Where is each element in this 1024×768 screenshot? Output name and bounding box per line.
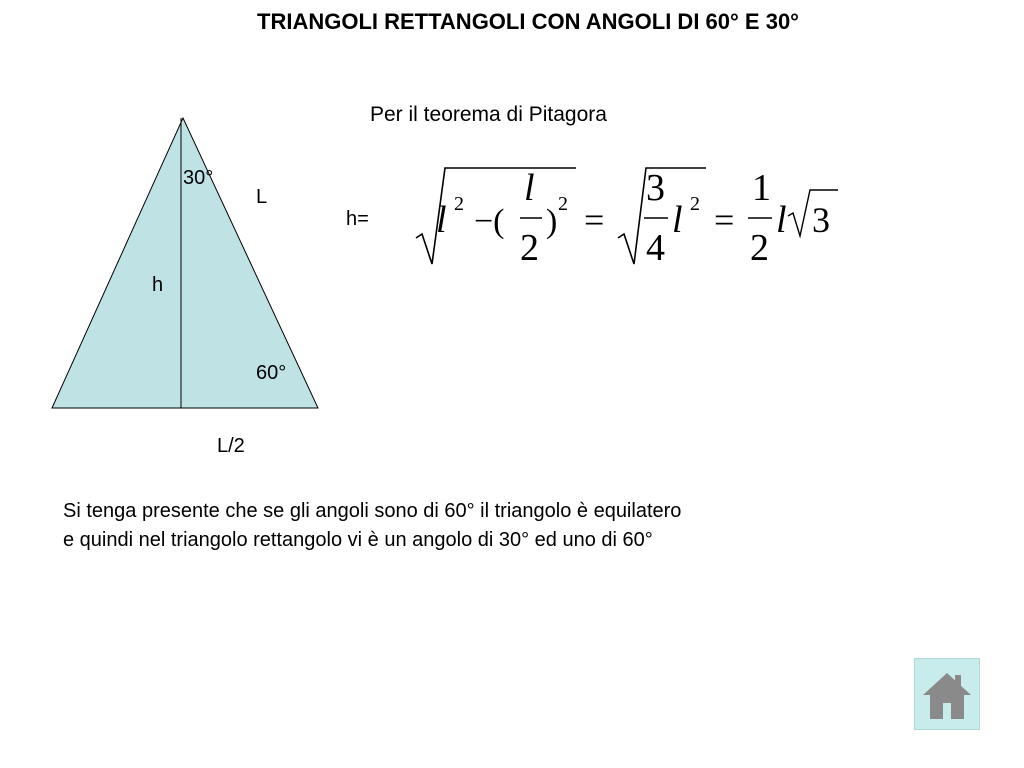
- formula-lhs: h=: [346, 208, 369, 230]
- var-l-3: l: [672, 199, 683, 241]
- exp-2-3: 2: [690, 193, 700, 215]
- var-l-1: l: [436, 199, 447, 241]
- slide-title: TRIANGOLI RETTANGOLI CON ANGOLI DI 60° E 30°: [257, 9, 799, 34]
- exp-2-1: 2: [454, 193, 464, 215]
- pythagoras-formula: [400, 158, 850, 273]
- angle-60-label: 60°: [256, 362, 287, 384]
- home-button[interactable]: [914, 658, 980, 730]
- note-line-2: e quindi nel triangolo rettangolo vi è un angolo di 30° ed uno di 60°: [63, 529, 653, 551]
- note-line-1: Si tenga presente che se gli angoli sono di 60° il triangolo è equilatero: [63, 500, 682, 522]
- angle-30-label: 30°: [183, 167, 214, 189]
- home-icon: [915, 659, 979, 729]
- exp-2-2: 2: [558, 193, 568, 215]
- var-l-4: l: [776, 199, 787, 241]
- radicand-3: 3: [812, 200, 830, 240]
- equals-1: =: [584, 200, 605, 240]
- close-paren: ): [546, 203, 558, 240]
- triangle-diagram: [0, 0, 340, 420]
- numer-3: 3: [646, 167, 665, 209]
- subtitle-pitagora: Per il teorema di Pitagora: [370, 103, 607, 126]
- note-text: [63, 497, 923, 555]
- minus-paren: −(: [474, 203, 505, 240]
- numer-1: 1: [752, 167, 771, 209]
- denom-2-1: 2: [520, 227, 539, 269]
- side-l-label: L: [256, 186, 268, 208]
- equals-2: =: [714, 200, 735, 240]
- half-base-label: L/2: [217, 435, 245, 457]
- denom-4: 4: [646, 227, 665, 269]
- var-l-2: l: [524, 167, 535, 209]
- denom-2-2: 2: [750, 227, 769, 269]
- height-h-label: h: [152, 274, 164, 296]
